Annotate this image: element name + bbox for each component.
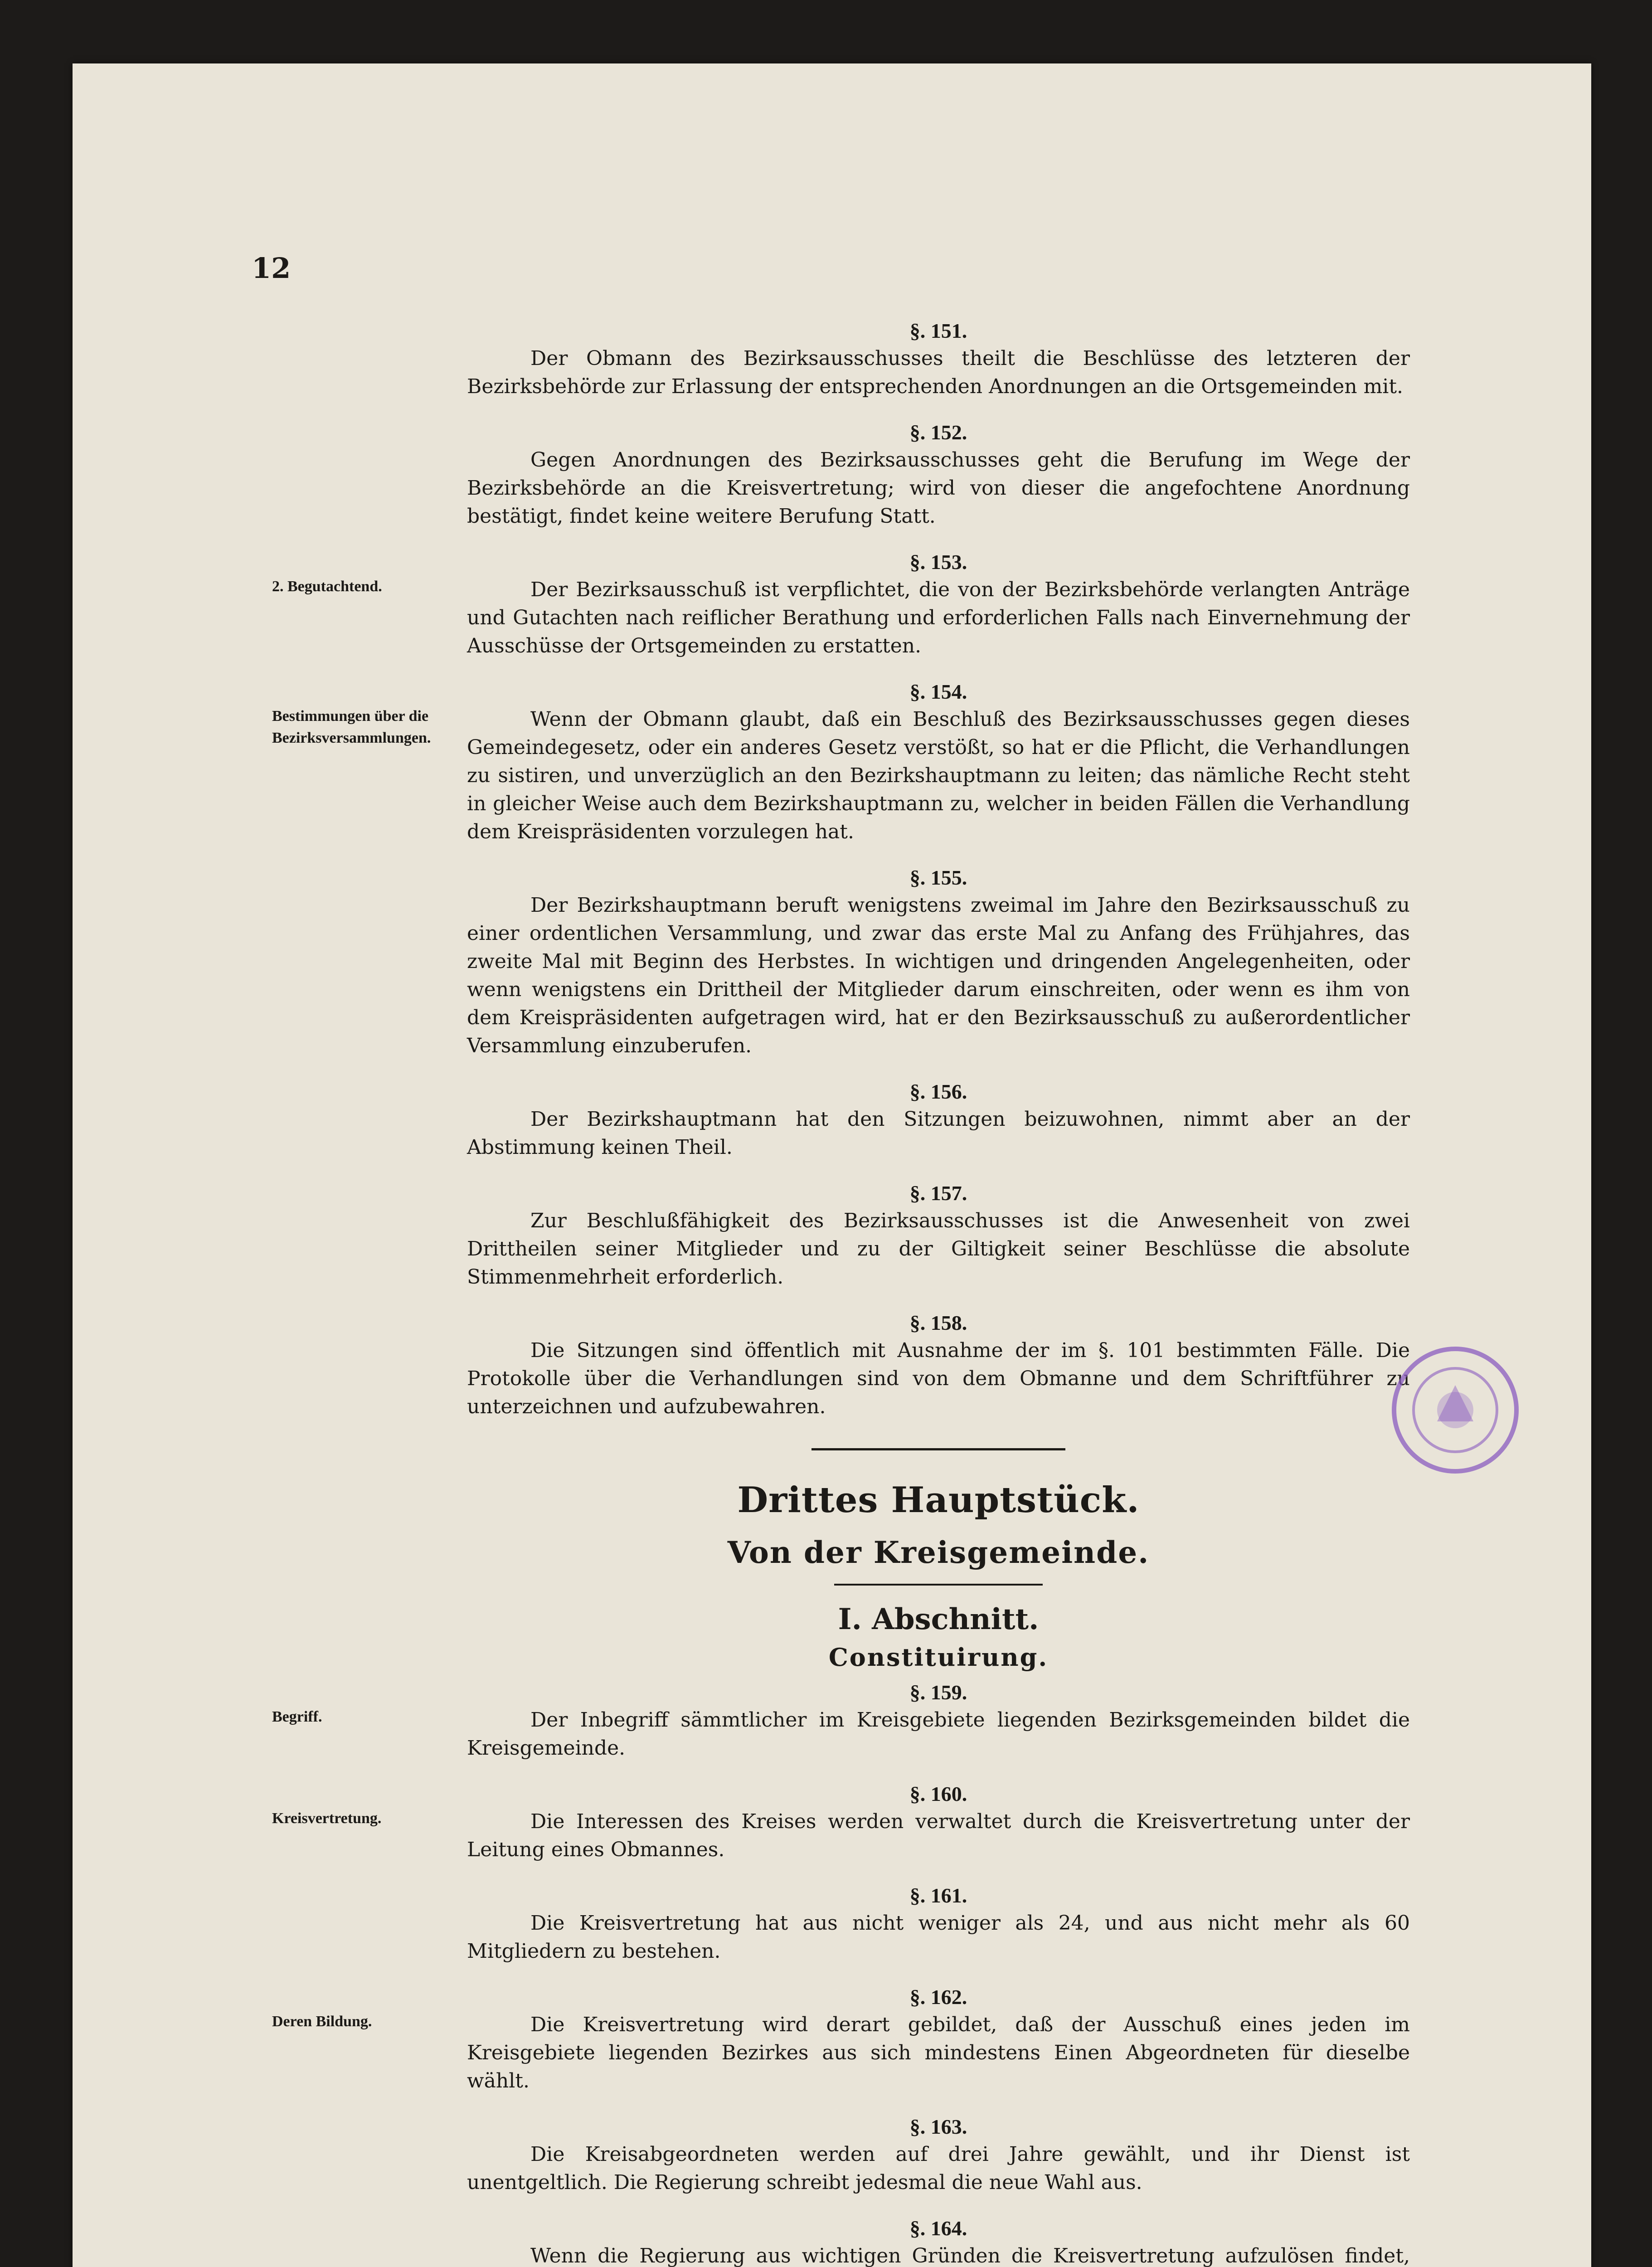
section-text: Wenn der Obmann glaubt, daß ein Beschluß des Bezirksausschusses gegen dieses Gemeindegesetz, oder ein anderes Gesetz verstößt, so hat er die Pflicht, die Verhandlungen zu sistiren, und unverzüglich an den Bezirkshauptmann zu leiten; das nämliche Recht steht in gleicher Weise auch dem Bezirkshauptmann zu, welcher in beiden Fällen die Verhandlung dem Kreispräsidenten vorzulegen hat. (467, 708, 1410, 843)
section-text: Der Obmann des Bezirksausschusses theilt die Beschlüsse des letzteren der Bezirksbehörde zur Erlassung der entsprechenden Anordnungen an die Ortsgemeinden mit. (467, 347, 1410, 398)
sections-bezirksausschuss (272, 317, 1410, 1421)
paragraph-section (272, 678, 1410, 846)
paragraph-section (272, 1781, 1410, 1864)
margin-note: Kreisvertretung. (272, 1810, 382, 1827)
section-number: §. 162. (909, 1985, 967, 2009)
paragraph-section (467, 317, 1410, 401)
section-text: Die Interessen des Kreises werden verwaltet durch die Kreisvertretung unter der Leitung eines Obmannes. (467, 1810, 1410, 1861)
section-number: §. 155. (909, 866, 967, 889)
paragraph-section (467, 1309, 1410, 1421)
margin-note: Deren Bildung. (272, 2013, 372, 2030)
paragraph-section (272, 549, 1410, 660)
section-text: Die Kreisvertretung hat aus nicht weniger als 24, und aus nicht mehr als 60 Mitgliedern zu bestehen. (467, 1912, 1410, 1963)
margin-note: Begriff. (272, 1708, 322, 1725)
section-text: Wenn die Regierung aus wichtigen Gründen die Kreisvertretung aufzulösen findet, (530, 2244, 1410, 2267)
margin-note: Bestimmungen über die Bezirksversammlungen. (272, 708, 431, 746)
section-text: Der Bezirkshauptmann beruft wenigstens zweimal im Jahre den Bezirksausschuß zu einer ordentlichen Versammlung, und zwar das erste Mal zu Anfang des Frühjahres, das zweite Mal mit Beginn des Herbstes. In wichtigen und dringenden Angelegenheiten, oder wenn wenigstens ein Drittheil der Mitglieder darum einschreiten, oder wenn es ihm von dem Kreispräsidenten aufgetragen wird, hat er den Bezirksausschuß zu außerordentlicher Versammlung einzuberufen. (467, 894, 1410, 1057)
chapter-subtitle: Von der Kreisgemeinde. (727, 1535, 1150, 1570)
paragraph-section (467, 419, 1410, 530)
document-body (272, 317, 1410, 2267)
section-text: Der Bezirkshauptmann hat den Sitzungen beizuwohnen, nimmt aber an der Abstimmung keinen Theil. (467, 1108, 1410, 1159)
sections-kreisgemeinde (272, 1679, 1410, 2267)
section-number: §. 159. (909, 1681, 967, 1704)
section-text: Die Kreisvertretung wird derart gebildet, daß der Ausschuß eines jeden im Kreisgebiete liegenden Bezirkes aus sich mindestens Einen Abgeordneten für dieselbe wählt. (467, 2013, 1410, 2092)
paragraph-section (467, 2215, 1410, 2267)
section-text: Der Bezirksausschuß ist verpflichtet, die von der Bezirksbehörde verlangten Anträge und Gutachten nach reiflicher Berathung und erforderlichen Falls nach Einvernehmung der Ausschüsse der Ortsgemeinden zu erstatten. (467, 578, 1410, 657)
paragraph-section (467, 1078, 1410, 1162)
section-number: §. 151. (909, 319, 967, 342)
library-stamp (1387, 1342, 1523, 1478)
section-text: Gegen Anordnungen des Bezirksausschusses geht die Berufung im Wege der Bezirksbehörde an die Kreisvertretung; wird von dieser die angefochtene Anordnung bestätigt, findet keine weitere Berufung Statt. (467, 448, 1410, 528)
paragraph-section (467, 2113, 1410, 2197)
section-number: §. 152. (909, 421, 967, 444)
section-number: §. 164. (909, 2217, 967, 2240)
part-subtitle: Constituirung. (828, 1643, 1049, 1672)
divider-rule (811, 1448, 1065, 1450)
chapter-title: Drittes Hauptstück. (737, 1479, 1140, 1521)
section-number: §. 156. (909, 1080, 967, 1103)
margin-note: 2. Begutachtend. (272, 578, 382, 595)
section-text: Die Kreisabgeordneten werden auf drei Jahre gewählt, und ihr Dienst ist unentgeltlich. Die Regierung schreibt jedesmal die neue Wahl aus. (467, 2143, 1410, 2194)
section-text: Zur Beschlußfähigkeit des Bezirksausschusses ist die Anwesenheit von zwei Drittheilen seiner Mitglieder und zu der Giltigkeit seiner Beschlüsse die absolute Stimmenmehrheit erforderlich. (467, 1209, 1410, 1289)
divider-rule-short (834, 1584, 1043, 1586)
section-number: §. 158. (909, 1311, 967, 1334)
section-number: §. 163. (909, 2115, 967, 2138)
section-text: Der Inbegriff sämmtlicher im Kreisgebiete liegenden Bezirksgemeinden bildet die Kreisgemeinde. (467, 1708, 1410, 1760)
paragraph-section (272, 1679, 1410, 1762)
page-number: 12 (252, 252, 291, 285)
paragraph-section (272, 1984, 1410, 2095)
section-number: §. 161. (909, 1884, 967, 1907)
paragraph-section (467, 1180, 1410, 1291)
section-text: Die Sitzungen sind öffentlich mit Ausnahme der im §. 101 bestimmten Fälle. Die Protokolle über die Verhandlungen sind von dem Obmanne und dem Schriftführer zu unterzeichnen und aufzubewahren. (467, 1339, 1410, 1418)
section-number: §. 160. (909, 1782, 967, 1805)
part-title: I. Abschnitt. (838, 1602, 1039, 1636)
section-number: §. 154. (909, 680, 967, 703)
paragraph-section (467, 1882, 1410, 1965)
section-number: §. 153. (909, 550, 967, 574)
section-number: §. 157. (909, 1182, 967, 1205)
paragraph-section (467, 864, 1410, 1060)
